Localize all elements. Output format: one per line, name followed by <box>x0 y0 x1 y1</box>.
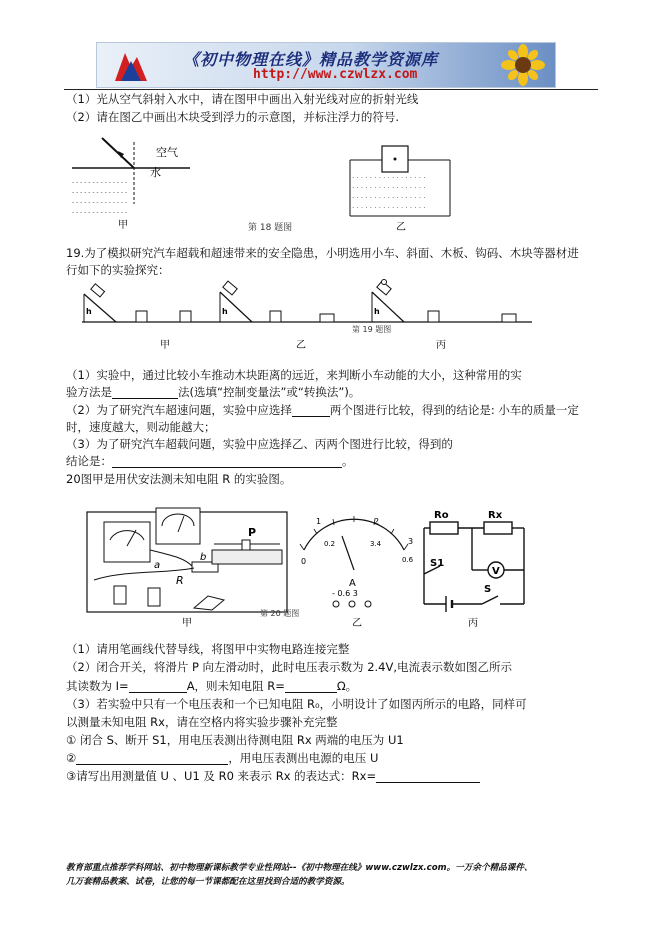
q20-p2b-pre: 其读数为 I= <box>66 679 129 693</box>
q20-Rx-label: Rx <box>488 510 503 521</box>
svg-text:- - - - - - - - - - - - - -: - - - - - - - - - - - - - - <box>72 199 128 206</box>
q19-p2a-post: 两个图进行比较，得到的结论是: 小车的质量一定 <box>329 403 579 417</box>
q19-p1b-post: 法(选填“控制变量法”或“转换法”)。 <box>178 385 361 399</box>
q20-step2 <box>66 751 378 765</box>
q20-blank-expression[interactable] <box>376 770 480 783</box>
svg-text:3: 3 <box>408 537 414 546</box>
header-banner <box>96 42 556 88</box>
q19-p1b-pre: 验方法是 <box>66 385 112 399</box>
q20-step2-post: ，用电压表测出电源的电压 U <box>228 751 379 765</box>
svg-text:- 0.6 3: - 0.6 3 <box>332 589 358 598</box>
q18-line1: （1）光从空气斜射入水中，请在图甲中画出入射光线对应的折射光线 <box>66 92 419 106</box>
q18-water-label: 水 <box>150 166 161 179</box>
q20-p2b-mid: A，则未知电阻 R= <box>186 679 285 693</box>
q20-step3 <box>66 769 480 783</box>
q20-V-label: V <box>492 566 500 577</box>
svg-text:0.6: 0.6 <box>402 556 414 564</box>
header-rule <box>64 89 598 90</box>
q20-step3-pre: ③请写出用测量值 U 、U1 及 R0 来表示 Rx 的表达式：Rx= <box>66 769 377 783</box>
q18-line2: （2）请在图乙中画出木块受到浮力的示意图，并标注浮力的符号. <box>66 110 399 124</box>
q20-yi: 乙 <box>352 618 362 629</box>
svg-text:· · · · · · · · · · · · · · ·: · · · · · · · · · · · · · · · · · <box>352 194 426 202</box>
svg-text:- - - - - - - - - - - - - -: - - - - - - - - - - - - - - <box>72 209 128 216</box>
q20-p3a: （3）若实验中只有一个电压表和一个已知电阻 R₀，小明设计了如图丙所示的电路，同样可 <box>66 697 527 711</box>
q19-p3b <box>66 454 354 468</box>
q20-R-label: R <box>176 574 184 587</box>
footer-line2: 几万套精品教案、试卷，让您的每一节课都配在这里找到合适的教学资源。 <box>66 877 350 887</box>
q20-blank-step2[interactable] <box>76 752 228 765</box>
svg-text:· · · · · · · · · · · · · · ·: · · · · · · · · · · · · · · · · · <box>352 174 426 182</box>
svg-text:0: 0 <box>301 557 307 566</box>
q19-blank-figures[interactable] <box>292 404 330 417</box>
q20-bing: 丙 <box>468 618 478 629</box>
q20-b-label: b <box>200 552 207 563</box>
svg-text:- - - - - - - - - - - - - -: - - - - - - - - - - - - - - <box>72 189 128 196</box>
q19-p2a-pre: （2）为了研究汽车超速问题，实验中应选择 <box>66 403 292 417</box>
q20-blank-resistance[interactable] <box>285 680 337 693</box>
q18-figure <box>66 128 426 234</box>
q20-S-label: S <box>484 584 492 595</box>
svg-text:1: 1 <box>316 517 322 526</box>
q18-caption: 第 18 题图 <box>248 223 293 233</box>
q20-p2b-post: Ω。 <box>336 679 358 693</box>
q19-bing: 丙 <box>436 340 446 351</box>
q20-step1: ① 闭合 S、断开 S1，用电压表测出待测电阻 Rx 两端的电压为 U1 <box>66 733 404 747</box>
q20-Ro-label: Ro <box>434 510 449 521</box>
header-url[interactable]: http://www.czwlzx.com <box>253 67 418 82</box>
svg-text:· · · · · · · · · · · · · · ·: · · · · · · · · · · · · · · · · · <box>352 204 426 212</box>
q19-yi: 乙 <box>296 340 306 351</box>
q20-P-label: P <box>248 526 257 539</box>
q19-p3b-post: 。 <box>342 454 354 468</box>
q20-figure <box>84 500 534 630</box>
q20-p3b: 以测量未知电阻 Rx，请在空格内将实验步骤补充完整 <box>66 715 338 729</box>
q18-yi: 乙 <box>396 222 406 233</box>
sunflower-icon <box>495 44 551 86</box>
q19-p2b: 时，速度越大，则动能越大； <box>66 420 216 434</box>
q20-ammeter-label: A <box>349 578 356 589</box>
svg-text:3.4: 3.4 <box>370 540 382 548</box>
svg-text:- - - - - - - - - - - - - -: - - - - - - - - - - - - - - <box>72 179 128 186</box>
q20-p2b <box>66 679 357 693</box>
q20-step2-pre: ② <box>66 751 77 765</box>
q19-p3a: （3）为了研究汽车超载问题，实验中应选择乙、丙两个图进行比较，得到的 <box>66 437 453 451</box>
q19-h2: h <box>222 307 228 316</box>
q18-jia: 甲 <box>118 220 128 231</box>
svg-text:· · · · · · · · · · · · · · ·: · · · · · · · · · · · · · · · · · <box>352 184 426 192</box>
q20-caption: 第 20 题图 <box>260 609 300 618</box>
q18-air-label: 空气 <box>156 146 178 159</box>
svg-text:2: 2 <box>374 517 380 526</box>
q19-jia: 甲 <box>160 340 170 351</box>
q19-line1: 19.为了模拟研究汽车超载和超速带来的安全隐患，小明选用小车、斜面、木板、钩码、木块等器材进 <box>66 246 579 260</box>
svg-text:0.2: 0.2 <box>324 540 336 548</box>
q19-figure <box>82 280 532 356</box>
q20-jia: 甲 <box>182 618 192 629</box>
q19-p1b <box>66 385 360 399</box>
q19-caption: 第 19 题图 <box>352 325 392 334</box>
q19-h3: h <box>374 307 380 316</box>
q19-p1a: （1）实验中，通过比较小车推动木块距离的远近，来判断小车动能的大小，这种常用的实 <box>66 368 522 382</box>
q19-blank-method[interactable] <box>112 386 178 399</box>
logo-icon <box>111 47 151 85</box>
q19-h1: h <box>86 307 92 316</box>
q19-p2a <box>66 403 579 417</box>
q20-intro: 20图甲是用伏安法测未知电阻 R 的实验图。 <box>66 472 292 486</box>
footer-line1: 教育部重点推荐学科网站、初中物理新课标教学专业性网站--《初中物理在线》www.czwlzx.com。一万余个精品课件、 <box>66 863 533 873</box>
q20-p1: （1）请用笔画线代替导线，将图甲中实物电路连接完整 <box>66 642 350 656</box>
q19-p3b-pre: 结论是： <box>66 454 112 468</box>
q20-S1-label: S1 <box>430 558 445 569</box>
q20-blank-current[interactable] <box>129 680 187 693</box>
header-title: 《初中物理在线》精品教学资源库 <box>183 50 439 69</box>
q20-a-label: a <box>154 560 161 571</box>
q20-p2a: （2）闭合开关，将滑片 P 向左滑动时，此时电压表示数为 2.4V,电流表示数如图乙所示 <box>66 660 513 674</box>
q19-blank-conclusion[interactable] <box>112 455 342 468</box>
q19-line2: 行如下的实验探究： <box>66 263 170 277</box>
